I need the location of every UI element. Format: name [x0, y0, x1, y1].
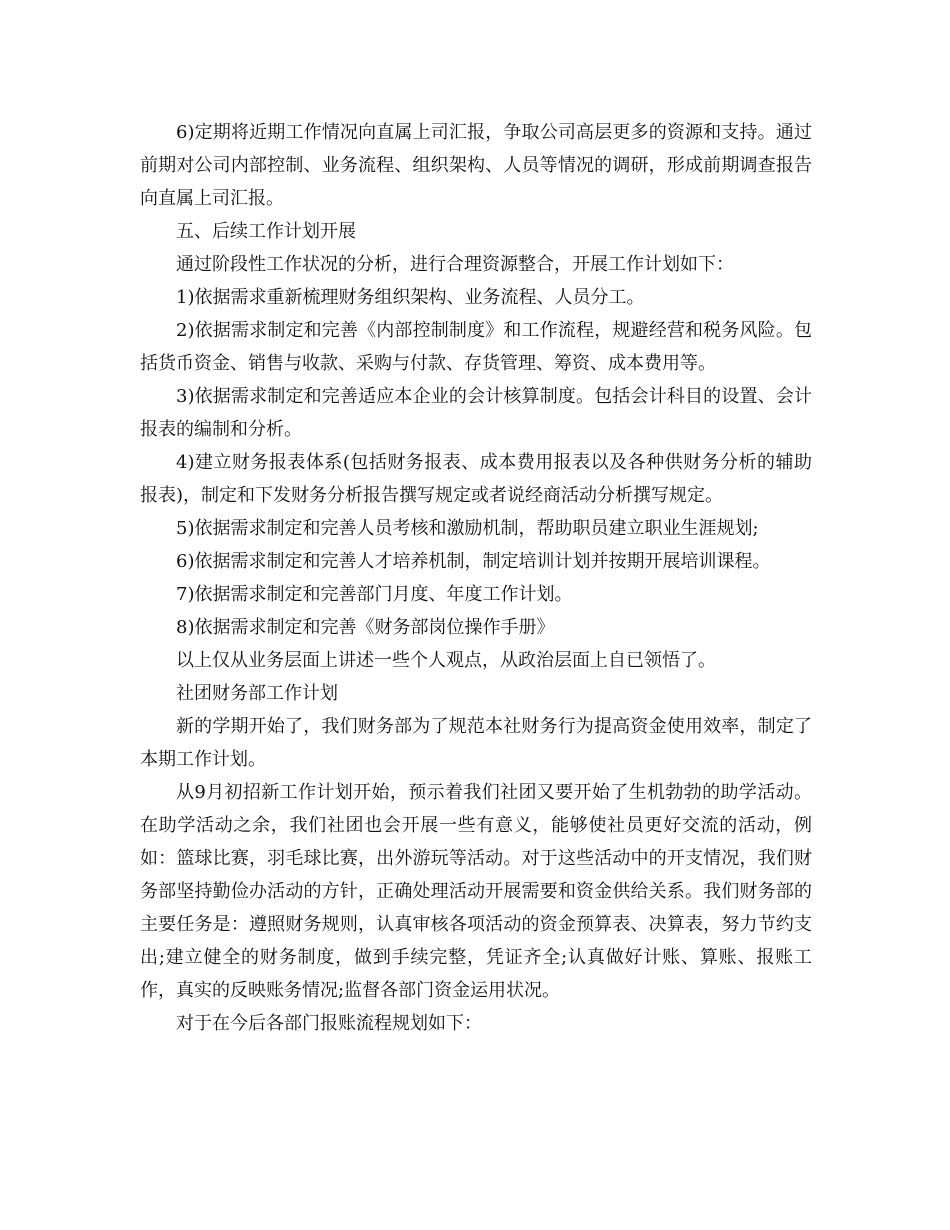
list-item-2: 2)依据需求制定和完善《内部控制制度》和工作流程，规避经营和税务风险。包括货币资金、销售与收款、采购与付款、存货管理、筹资、成本费用等。 [140, 320, 812, 374]
list-item-8: 8)依据需求制定和完善《财务部岗位操作手册》 [176, 617, 555, 638]
paragraph-report-to-superior: 6)定期将近期工作情况向直属上司汇报，争取公司高层更多的资源和支持。通过前期对公司内部控制、业务流程、组织架构、人员等情况的调研，形成前期调查报告向直属上司汇报。 [140, 122, 812, 209]
paragraph-reimbursement-intro: 对于在今后各部门报账流程规划如下： [176, 1013, 482, 1034]
list-item-5: 5)依据需求制定和完善人员考核和激励机制，帮助职员建立职业生涯规划; [176, 518, 759, 539]
section-heading-follow-up-plan: 五、后续工作计划开展 [176, 221, 356, 242]
list-item-7: 7)依据需求制定和完善部门月度、年度工作计划。 [176, 584, 573, 605]
list-item-6: 6)依据需求制定和完善人才培养机制，制定培训计划并按期开展培训课程。 [176, 551, 771, 572]
list-item-3: 3)依据需求制定和完善适应本企业的会计核算制度。包括会计科目的设置、会计报表的编制和分析。 [140, 386, 812, 440]
paragraph-new-semester: 新的学期开始了，我们财务部为了规范本社财务行为提高资金使用效率，制定了本期工作计划。 [140, 716, 812, 770]
document-body [140, 116, 812, 1040]
list-item-4: 4)建立财务报表体系(包括财务报表、成本费用报表以及各种供财务分析的辅助报表)，制定和下发财务分析报告撰写规定或者说经商活动分析撰写规定。 [140, 452, 812, 506]
paragraph-activities-and-tasks: 从9月初招新工作计划开始，预示着我们社团又要开始了生机勃勃的助学活动。在助学活动之余，我们社团也会开展一些有意义，能够使社员更好交流的活动，例如：篮球比赛，羽毛球比赛，出外游玩等活动。对于这些活动中的开支情况，我们财务部坚持勤俭办活动的方针，正确处理活动开展需要和资金供给关系。我们财务部的主要任务是：遵照财务规则，认真审核各项活动的资金预算表、决算表，努力节约支出;建立健全的财务制度，做到手续完整，凭证齐全;认真做好计账、算账、报账工作，真实的反映账务情况;监督各部门资金运用状况。 [140, 782, 812, 1001]
list-item-1: 1)依据需求重新梳理财务组织架构、业务流程、人员分工。 [176, 287, 645, 308]
paragraph-closing-remark: 以上仅从业务层面上讲述一些个人观点，从政治层面上自已领悟了。 [176, 650, 716, 671]
paragraph-plan-intro: 通过阶段性工作状况的分析，进行合理资源整合，开展工作计划如下： [176, 254, 734, 275]
section-heading-club-finance-plan: 社团财务部工作计划 [176, 683, 338, 704]
